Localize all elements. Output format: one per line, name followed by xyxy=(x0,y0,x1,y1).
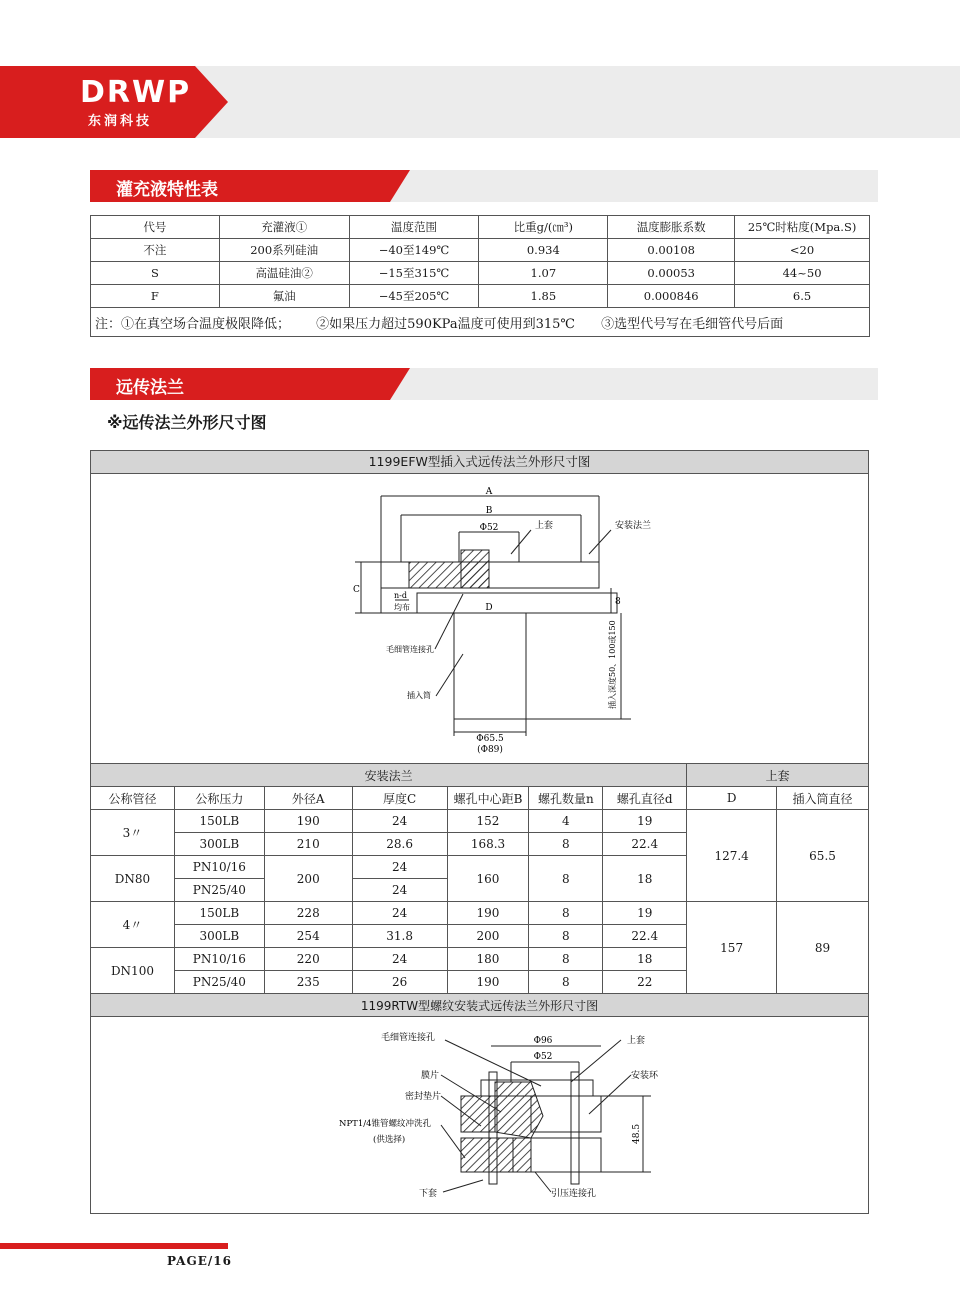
group-header-sleeve: 上套 xyxy=(687,764,869,787)
section-bar-flange xyxy=(90,368,878,400)
cell: 22 xyxy=(603,971,687,994)
table-row xyxy=(91,239,870,262)
cell: 150LB xyxy=(174,810,264,833)
efw-flange-drawing xyxy=(91,474,868,764)
dim-phi89-label: (Φ89) xyxy=(477,745,503,755)
cell: 18 xyxy=(603,948,687,971)
cell: 4 xyxy=(529,810,603,833)
col-header: 比重g/(㎝³) xyxy=(479,216,608,239)
cell: PN10/16 xyxy=(174,948,264,971)
top-sleeve-label: 上套 xyxy=(627,1036,646,1046)
notes-row xyxy=(91,308,870,337)
cell: −15至315℃ xyxy=(349,262,479,285)
col-header: 公称压力 xyxy=(174,787,264,810)
cell: PN10/16 xyxy=(174,856,264,879)
capillary-label: 毛细管连接孔 xyxy=(386,645,434,654)
col-header: 充灌液① xyxy=(219,216,349,239)
cell: 200系列硅油 xyxy=(219,239,349,262)
cell: 160 xyxy=(447,856,529,902)
table-row xyxy=(91,285,870,308)
rtw-flange-drawing xyxy=(91,1020,868,1212)
cell: 8 xyxy=(529,856,603,902)
cell: <20 xyxy=(735,239,870,262)
gasket-label: 密封垫片 xyxy=(405,1092,442,1102)
note-3: ③选型代号写在毛细管代号后面 xyxy=(601,316,784,332)
cell: 6.5 xyxy=(735,285,870,308)
cell: 0.00053 xyxy=(608,262,735,285)
table-header-row xyxy=(91,216,870,239)
cell: 190 xyxy=(264,810,352,833)
cell: 300LB xyxy=(174,833,264,856)
capillary-label: 毛细管连接孔 xyxy=(381,1033,436,1043)
dim-a-label: A xyxy=(485,487,493,497)
section-bar-fill-fluid xyxy=(90,170,878,202)
cell: 8 xyxy=(529,925,603,948)
note-2: ②如果压力超过590KPa温度可使用到315℃ xyxy=(316,316,575,332)
cell: 19 xyxy=(603,810,687,833)
cell: 0.00108 xyxy=(608,239,735,262)
cell: 220 xyxy=(264,948,352,971)
dim-8-label: 8 xyxy=(615,597,621,607)
cell: 24 xyxy=(352,856,447,879)
cell: −45至205℃ xyxy=(349,285,479,308)
cell: 不注 xyxy=(91,239,220,262)
dim-b-label: B xyxy=(485,506,493,516)
col-header: 代号 xyxy=(91,216,220,239)
cell: 300LB xyxy=(174,925,264,948)
cell: 28.6 xyxy=(352,833,447,856)
col-header: 厚度C xyxy=(352,787,447,810)
cell: 18 xyxy=(603,856,687,902)
depth-label: 插入深度50、100或150 xyxy=(608,620,617,709)
dim-phi65-label: Φ65.5 xyxy=(476,734,504,744)
cell: 180 xyxy=(447,948,529,971)
col-header: 螺孔直径d xyxy=(603,787,687,810)
cell: 127.4 xyxy=(687,810,777,902)
cell: 1.07 xyxy=(479,262,608,285)
cell: 228 xyxy=(264,902,352,925)
col-header: 公称管径 xyxy=(91,787,175,810)
cell: 1.85 xyxy=(479,285,608,308)
cell: 19 xyxy=(603,902,687,925)
cell: 31.8 xyxy=(352,925,447,948)
mount-ring-label: 安装环 xyxy=(631,1071,659,1081)
logo-subtitle: 东润科技 xyxy=(88,114,153,129)
cell: 0.000846 xyxy=(608,285,735,308)
cell: 4〃 xyxy=(91,902,175,948)
cell: 200 xyxy=(264,856,352,902)
flange-dimension-table xyxy=(90,763,869,1017)
cell: 24 xyxy=(352,879,447,902)
cell: 26 xyxy=(352,971,447,994)
cell: S xyxy=(91,262,220,285)
cell: 8 xyxy=(529,902,603,925)
bottom-sleeve-label: 下套 xyxy=(419,1189,438,1199)
pressure-port-label: 引压连接孔 xyxy=(551,1189,597,1199)
cell: 8 xyxy=(529,833,603,856)
table-row xyxy=(91,810,869,833)
col-header: D xyxy=(687,787,777,810)
cell: 24 xyxy=(352,948,447,971)
top-sleeve-label: 上套 xyxy=(535,521,554,531)
height-dim-label: 48.5 xyxy=(632,1123,642,1144)
nd-label: n-d xyxy=(394,591,407,600)
col-header: 外径A xyxy=(264,787,352,810)
mount-flange-label: 安装法兰 xyxy=(615,521,652,531)
cell: 65.5 xyxy=(777,810,869,902)
page-number: PAGE/16 xyxy=(167,1254,232,1268)
fill-fluid-table xyxy=(90,215,870,337)
cell: 0.934 xyxy=(479,239,608,262)
even-label: 均布 xyxy=(394,603,410,612)
col-header: 温度范围 xyxy=(349,216,479,239)
cell: 200 xyxy=(447,925,529,948)
diagram1-title: 1199EFW型插入式远传法兰外形尺寸图 xyxy=(91,451,868,474)
cell: 150LB xyxy=(174,902,264,925)
cell: 3〃 xyxy=(91,810,175,856)
group-header-flange: 安装法兰 xyxy=(91,764,687,787)
dim-phi96-label: Φ96 xyxy=(533,1036,553,1046)
section-title: 灌充液特性表 xyxy=(116,180,218,200)
cell: 24 xyxy=(352,810,447,833)
notes-cell xyxy=(91,308,870,337)
dim-phi52-label: Φ52 xyxy=(533,1052,553,1062)
dim-d-label: D xyxy=(485,603,493,613)
subsection-title: ※远传法兰外形尺寸图 xyxy=(107,413,267,432)
diaphragm-label: 膜片 xyxy=(421,1071,440,1081)
dim-phi52-label: Φ52 xyxy=(479,523,499,533)
cell: 152 xyxy=(447,810,529,833)
col-header: 螺孔数量n xyxy=(529,787,603,810)
cell: −40至149℃ xyxy=(349,239,479,262)
cell: 190 xyxy=(447,902,529,925)
cell: 高温硅油② xyxy=(219,262,349,285)
col-header: 插入筒直径 xyxy=(777,787,869,810)
insert-tube-label: 插入筒 xyxy=(407,691,431,700)
note-1: 注：①在真空场合温度极限降低； xyxy=(95,316,291,332)
flush-port-label: NPT1/4锥管螺纹冲洗孔 xyxy=(339,1119,432,1129)
dim-c-label: C xyxy=(353,585,360,595)
table-row xyxy=(91,262,870,285)
cell: 89 xyxy=(777,902,869,994)
cell: 254 xyxy=(264,925,352,948)
section-title: 远传法兰 xyxy=(116,378,184,398)
cell: PN25/40 xyxy=(174,971,264,994)
cell: 8 xyxy=(529,971,603,994)
cell: PN25/40 xyxy=(174,879,264,902)
cell: F xyxy=(91,285,220,308)
cell: DN80 xyxy=(91,856,175,902)
optional-label: (供选择) xyxy=(373,1135,406,1145)
cell: 44~50 xyxy=(735,262,870,285)
table-row xyxy=(91,902,869,925)
cell: 24 xyxy=(352,902,447,925)
cell: 168.3 xyxy=(447,833,529,856)
col-header: 温度膨胀系数 xyxy=(608,216,735,239)
table-header-row xyxy=(91,787,869,810)
cell: 235 xyxy=(264,971,352,994)
cell: DN100 xyxy=(91,948,175,994)
col-header: 螺孔中心距B xyxy=(447,787,529,810)
footer-accent-line xyxy=(0,1243,228,1249)
diagram2-title: 1199RTW型螺纹安装式远传法兰外形尺寸图 xyxy=(91,994,869,1017)
logo: DRWP xyxy=(80,75,192,110)
col-header: 25℃时粘度(Mpa.S) xyxy=(735,216,870,239)
cell: 210 xyxy=(264,833,352,856)
cell: 8 xyxy=(529,948,603,971)
cell: 氟油 xyxy=(219,285,349,308)
cell: 22.4 xyxy=(603,925,687,948)
cell: 22.4 xyxy=(603,833,687,856)
cell: 157 xyxy=(687,902,777,994)
cell: 190 xyxy=(447,971,529,994)
